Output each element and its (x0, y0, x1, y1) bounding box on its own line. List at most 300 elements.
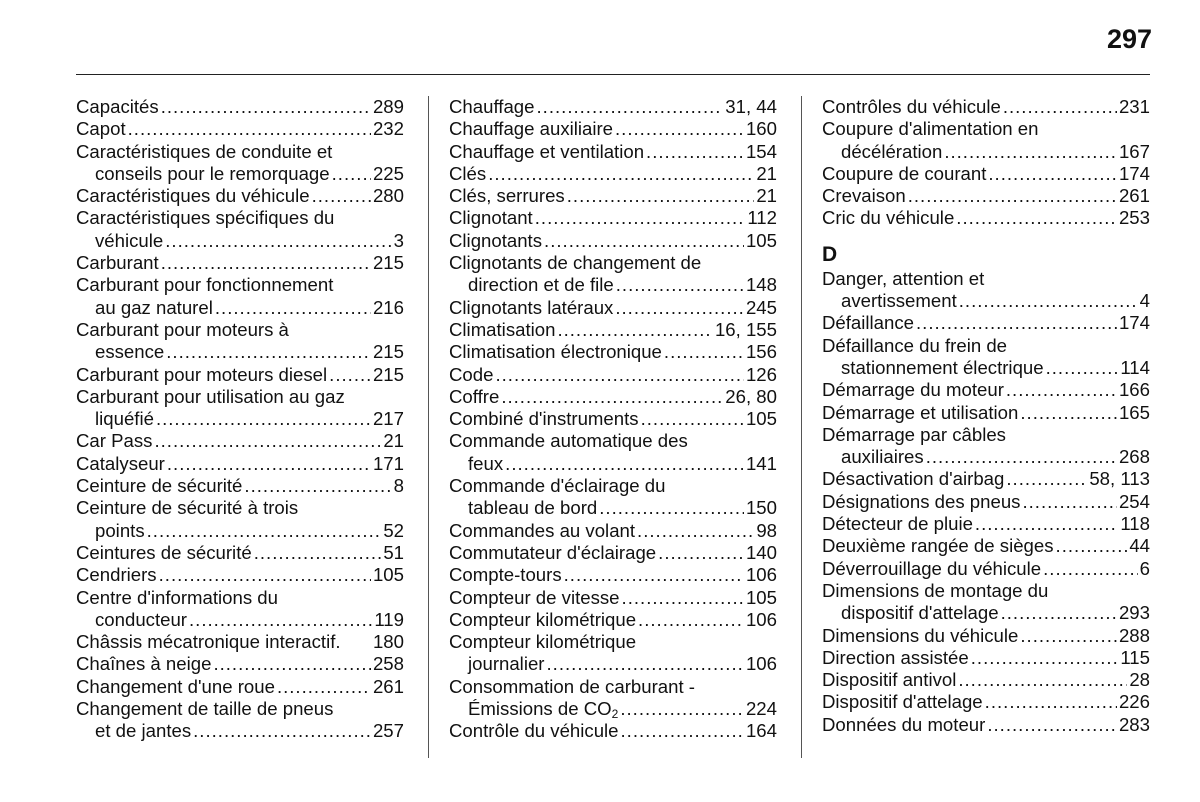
index-entry-line (76, 698, 404, 720)
leader-dots (154, 430, 381, 452)
index-term: Carburant pour moteurs diesel (76, 363, 328, 385)
index-term: Caractéristiques du véhicule (76, 185, 310, 207)
index-entry (822, 691, 1150, 713)
index-term: conducteur (95, 608, 187, 630)
index-entry-line (76, 207, 404, 229)
page-reference[interactable]: 280 (372, 185, 404, 207)
index-entry (449, 587, 777, 609)
index-entry-line (822, 513, 1150, 535)
index-entry-continuation (76, 230, 404, 252)
index-entry-line (449, 252, 777, 274)
index-term: Carburant pour fonctionnement (76, 274, 334, 296)
index-entry-line (822, 185, 1150, 207)
page-reference[interactable]: 6 (1139, 557, 1150, 579)
index-term: Capot (76, 118, 126, 140)
index-entry-line (822, 268, 1150, 290)
leader-dots (620, 698, 744, 720)
page-reference[interactable]: 150 (745, 497, 777, 519)
index-term: Catalyseur (76, 452, 165, 474)
page-reference[interactable]: 119 (374, 608, 404, 630)
index-entry (822, 535, 1150, 557)
page-reference[interactable]: 118 (1120, 513, 1150, 535)
index-term: direction et de file (468, 274, 614, 296)
index-term: Climatisation électronique (449, 341, 662, 363)
page-reference[interactable]: 261 (1118, 185, 1150, 207)
leader-dots (615, 118, 744, 140)
index-entry-line (449, 475, 777, 497)
index-entry (76, 676, 404, 698)
index-term: Détecteur de pluie (822, 513, 973, 535)
index-term: Compteur kilométrique (449, 631, 637, 653)
index-term: dispositif d'attelage (841, 602, 999, 624)
index-entry-line (76, 430, 404, 452)
page-reference[interactable]: 126 (745, 363, 777, 385)
index-entry-line (76, 453, 404, 475)
index-entry (822, 625, 1150, 647)
index-entry-line (76, 141, 404, 163)
page-reference[interactable]: 58, 113 (1089, 468, 1150, 490)
page-reference[interactable]: 105 (745, 229, 777, 251)
index-entry-continuation (76, 609, 404, 631)
index-term: stationnement électrique (841, 356, 1044, 378)
index-term: Centre d'informations du (76, 586, 278, 608)
index-entry (822, 714, 1150, 736)
page-reference[interactable]: 165 (1118, 401, 1150, 423)
leader-dots (495, 364, 744, 386)
index-entry-line (76, 564, 404, 586)
page-reference[interactable]: 217 (372, 408, 404, 430)
page-reference[interactable]: 4 (1139, 290, 1150, 312)
leader-dots (664, 341, 744, 363)
index-entry-line (822, 491, 1150, 513)
page-reference[interactable]: 245 (745, 296, 777, 318)
leader-dots (944, 141, 1117, 163)
index-term: Chauffage et ventilation (449, 140, 645, 162)
index-entry-continuation (76, 163, 404, 185)
index-term: Changement d'une roue (76, 675, 275, 697)
page-reference[interactable]: 215 (372, 363, 404, 385)
index-term: Deuxième rangée de sièges (822, 535, 1054, 557)
index-term: Dimensions du véhicule (822, 624, 1019, 646)
leader-dots (193, 720, 371, 742)
index-entry (76, 185, 404, 207)
index-term: Châssis mécatronique interactif. (76, 631, 341, 653)
leader-dots (926, 446, 1117, 468)
leader-dots (189, 609, 372, 631)
header-rule (76, 74, 1150, 75)
page-reference[interactable]: 114 (1120, 356, 1150, 378)
index-entry (822, 185, 1150, 207)
index-entry-line (822, 424, 1150, 446)
index-term: Changement de taille de pneus (76, 698, 334, 720)
page-reference[interactable]: 289 (372, 96, 404, 117)
index-term: décélération (841, 140, 943, 162)
leader-dots (557, 319, 713, 341)
index-entry-line (449, 386, 777, 408)
index-entry-continuation (822, 602, 1150, 624)
leader-dots (971, 647, 1119, 669)
leader-dots (658, 542, 744, 564)
index-entry (449, 163, 777, 185)
index-term: Carburant pour utilisation au gaz (76, 385, 345, 407)
index-term: Commandes au volant (449, 519, 636, 541)
index-entry-continuation (449, 653, 777, 675)
page-reference[interactable]: 105 (745, 408, 777, 430)
index-entry (449, 230, 777, 252)
index-entry-line (76, 653, 404, 675)
index-entry-continuation (449, 274, 777, 296)
leader-dots (1022, 491, 1117, 513)
page-reference[interactable]: 52 (383, 519, 404, 541)
index-entry-continuation (449, 698, 777, 720)
index-term: Ceinture de sécurité à trois (76, 497, 299, 519)
section-letter: D (822, 242, 838, 266)
page-reference[interactable]: 106 (745, 564, 777, 586)
index-entry-line (822, 118, 1150, 140)
page-reference[interactable]: 171 (372, 452, 404, 474)
page-reference[interactable]: 174 (1118, 162, 1150, 184)
page-reference[interactable]: 174 (1118, 312, 1150, 334)
leader-dots (156, 408, 371, 430)
index-term: Compte-tours (449, 564, 562, 586)
index-entry (449, 118, 777, 140)
index-term: Déverrouillage du véhicule (822, 557, 1042, 579)
leader-dots (329, 364, 371, 386)
page-reference[interactable]: 112 (747, 207, 777, 229)
index-entry (449, 364, 777, 386)
leader-dots (959, 290, 1138, 312)
page-reference[interactable]: 106 (745, 608, 777, 630)
index-term: Direction assistée (822, 646, 969, 668)
index-term: Dispositif d'attelage (822, 691, 983, 713)
index-entry (822, 96, 1150, 118)
page-reference[interactable]: 105 (745, 586, 777, 608)
page-reference[interactable]: 21 (756, 185, 777, 207)
page-reference[interactable]: 288 (1118, 624, 1150, 646)
index-entry (449, 564, 777, 586)
leader-dots (908, 185, 1117, 207)
index-entry-line (822, 96, 1150, 118)
page-reference[interactable]: 140 (745, 541, 777, 563)
index-entry (449, 207, 777, 229)
leader-dots (1006, 379, 1117, 401)
page-reference[interactable]: 154 (745, 140, 777, 162)
index-entry-line (76, 497, 404, 519)
index-term: Clés, serrures (449, 185, 565, 207)
page-reference[interactable]: 31, 44 (725, 96, 777, 117)
index-term: Crevaison (822, 185, 906, 207)
page-reference[interactable]: 215 (372, 252, 404, 274)
index-term: Clignotants (449, 229, 543, 251)
index-entry-continuation (822, 141, 1150, 163)
page-reference[interactable]: 28 (1129, 669, 1150, 691)
index-entry (76, 542, 404, 564)
index-entry (822, 513, 1150, 535)
page-reference[interactable]: 224 (745, 698, 777, 720)
index-term: feux (468, 452, 504, 474)
leader-dots (536, 96, 723, 118)
leader-dots (622, 587, 744, 609)
index-entry-line (76, 252, 404, 274)
index-entry (822, 335, 1150, 380)
leader-dots (277, 676, 371, 698)
index-entry (449, 141, 777, 163)
index-term: Démarrage du moteur (822, 379, 1004, 401)
index-term: journalier (468, 653, 545, 675)
index-entry-line (76, 631, 404, 653)
leader-dots (159, 564, 371, 586)
leader-dots (546, 653, 743, 675)
index-term: Clés (449, 162, 487, 184)
page-reference[interactable]: 231 (1118, 96, 1150, 117)
index-entry (449, 542, 777, 564)
index-entry-continuation (822, 357, 1150, 379)
index-entry (76, 475, 404, 497)
leader-dots (975, 513, 1118, 535)
leader-dots (616, 274, 744, 296)
index-term: Carburant pour moteurs à (76, 318, 289, 340)
leader-dots (638, 609, 744, 631)
leader-dots (564, 564, 744, 586)
leader-dots (1006, 468, 1087, 490)
index-entry-line (822, 714, 1150, 736)
page-reference[interactable]: 216 (372, 296, 404, 318)
index-entry-line (822, 312, 1150, 334)
index-term: Cendriers (76, 564, 157, 586)
index-term: Combiné d'instruments (449, 408, 639, 430)
index-entry (822, 558, 1150, 580)
index-entry-line (449, 207, 777, 229)
index-term: Dimensions de montage du (822, 579, 1049, 601)
index-term: liquéfié (95, 408, 154, 430)
index-term: Caractéristiques spécifiques du (76, 207, 335, 229)
leader-dots (215, 297, 371, 319)
leader-dots (1020, 625, 1117, 647)
leader-dots (567, 185, 755, 207)
index-entry-line (449, 185, 777, 207)
page-reference[interactable]: 115 (1120, 646, 1150, 668)
index-entry-line (76, 118, 404, 140)
index-term: Désactivation d'airbag (822, 468, 1005, 490)
index-entry-line (822, 558, 1150, 580)
page-reference[interactable]: 283 (1118, 713, 1150, 735)
leader-dots (1056, 535, 1128, 557)
index-entry (76, 453, 404, 475)
page-reference[interactable]: 44 (1129, 535, 1150, 557)
index-term: auxiliaires (841, 446, 924, 468)
index-term: Démarrage et utilisation (822, 401, 1019, 423)
index-entry (449, 520, 777, 542)
index-term: Climatisation (449, 318, 556, 340)
index-term: Désignations des pneus (822, 490, 1021, 512)
index-entry-continuation (449, 497, 777, 519)
index-entry-line (449, 319, 777, 341)
index-term: Compteur de vitesse (449, 586, 620, 608)
page-reference[interactable]: 166 (1118, 379, 1150, 401)
leader-dots (166, 341, 371, 363)
index-entry (822, 424, 1150, 469)
index-entry (76, 274, 404, 319)
index-term: Clignotants latéraux (449, 296, 614, 318)
index-entry (822, 379, 1150, 401)
index-entry-line (449, 587, 777, 609)
page-reference[interactable]: 225 (372, 162, 404, 184)
index-entry (822, 468, 1150, 490)
page-reference[interactable]: 156 (745, 341, 777, 363)
index-term: Clignotant (449, 207, 533, 229)
index-entry-continuation (76, 408, 404, 430)
index-entry-line (449, 118, 777, 140)
leader-dots (1020, 402, 1117, 424)
leader-dots (488, 163, 754, 185)
index-entry-line (822, 669, 1150, 691)
index-entry-line (449, 96, 777, 118)
index-term: Caractéristiques de conduite et (76, 140, 333, 162)
page-reference[interactable]: 141 (745, 452, 777, 474)
page-reference[interactable]: 21 (383, 430, 404, 452)
index-entry-line (449, 564, 777, 586)
leader-dots (332, 163, 371, 185)
index-entry-line (822, 207, 1150, 229)
leader-dots (621, 720, 744, 742)
page-reference[interactable]: 232 (372, 118, 404, 140)
leader-dots (1046, 357, 1119, 379)
leader-dots (1001, 602, 1117, 624)
page-reference[interactable]: 180 (372, 631, 404, 653)
page-reference[interactable]: 253 (1118, 207, 1150, 229)
page-reference[interactable]: 26, 80 (725, 385, 777, 407)
page-reference[interactable]: 3 (393, 229, 404, 251)
index-term: essence (95, 341, 165, 363)
page-reference[interactable]: 148 (745, 274, 777, 296)
index-entry-continuation (76, 520, 404, 542)
leader-dots (544, 230, 744, 252)
index-entry-line (822, 647, 1150, 669)
index-entry (449, 430, 777, 475)
index-entry-line (76, 274, 404, 296)
page-reference[interactable]: 51 (383, 541, 404, 563)
index-entry-line (822, 535, 1150, 557)
page-reference[interactable]: 106 (745, 653, 777, 675)
index-entry-line (822, 402, 1150, 424)
page-reference[interactable]: 164 (745, 720, 777, 742)
index-term: et de jantes (95, 720, 192, 742)
page-reference[interactable]: 160 (745, 118, 777, 140)
index-entry-continuation (76, 297, 404, 319)
subscript: 2 (611, 707, 619, 722)
index-term: Consommation de carburant - (449, 675, 695, 697)
index-term: Clignotants de changement de (449, 252, 702, 274)
index-entry-line (822, 468, 1150, 490)
index-term: Car Pass (76, 430, 153, 452)
index-term: Danger, attention et (822, 267, 985, 289)
page-reference[interactable]: 8 (393, 475, 404, 497)
index-entry-line (449, 230, 777, 252)
index-term: Coupure de courant (822, 162, 987, 184)
page-reference[interactable]: 98 (756, 519, 777, 541)
page-number: 297 (1106, 24, 1152, 54)
index-entry (822, 669, 1150, 691)
index-term: Dispositif antivol (822, 669, 957, 691)
leader-dots (501, 386, 723, 408)
index-entry-line (76, 185, 404, 207)
leader-dots (985, 691, 1117, 713)
index-term: Chauffage auxiliaire (449, 118, 614, 140)
index-term: Défaillance du frein de (822, 334, 1008, 356)
index-term: tableau de bord (468, 497, 598, 519)
index-entry (76, 118, 404, 140)
index-entry (76, 653, 404, 675)
page-reference[interactable]: 105 (372, 564, 404, 586)
index-entry-line (76, 587, 404, 609)
leader-dots (161, 96, 371, 118)
page-reference[interactable]: 16, 155 (714, 318, 777, 340)
index-entry (822, 207, 1150, 229)
page-reference[interactable]: 257 (372, 720, 404, 742)
index-entry (449, 341, 777, 363)
index-entry-line (822, 379, 1150, 401)
index-entry (76, 386, 404, 431)
index-term: au gaz naturel (95, 296, 213, 318)
index-entry-line (449, 408, 777, 430)
index-entry (76, 698, 404, 743)
index-entry (76, 564, 404, 586)
index-entry (76, 587, 404, 632)
index-entry-continuation (822, 446, 1150, 468)
index-entry-line (76, 386, 404, 408)
index-entry-continuation (822, 290, 1150, 312)
index-entry-line (76, 96, 404, 118)
index-entry (822, 647, 1150, 669)
page-reference[interactable]: 258 (372, 653, 404, 675)
index-entry (449, 319, 777, 341)
index-term: Données du moteur (822, 713, 986, 735)
leader-dots (254, 542, 382, 564)
leader-dots (1003, 96, 1117, 118)
index-entry-line (449, 520, 777, 542)
index-entry-line (449, 341, 777, 363)
index-term: Commande d'éclairage du (449, 475, 666, 497)
page-reference[interactable]: 167 (1118, 140, 1150, 162)
page-reference[interactable]: 268 (1118, 446, 1150, 468)
page-reference[interactable]: 254 (1118, 490, 1150, 512)
page-reference[interactable]: 21 (756, 162, 777, 184)
page-reference[interactable]: 293 (1118, 602, 1150, 624)
index-entry-line (449, 720, 777, 742)
index-column-1 (76, 96, 404, 743)
index-entry (76, 96, 404, 118)
index-entry-line (449, 542, 777, 564)
page-reference[interactable]: 226 (1118, 691, 1150, 713)
index-entry (822, 580, 1150, 625)
index-entry-continuation (76, 341, 404, 363)
index-entry (449, 475, 777, 520)
index-term: Carburant (76, 252, 159, 274)
index-term: Coffre (449, 385, 500, 407)
index-entry (76, 631, 404, 653)
index-entry (449, 720, 777, 742)
index-entry-line (822, 335, 1150, 357)
leader-dots (637, 520, 754, 542)
index-term: Ceinture de sécurité (76, 475, 243, 497)
page-reference[interactable]: 215 (372, 341, 404, 363)
index-entry-line (449, 676, 777, 698)
index-entry-line (822, 691, 1150, 713)
index-entry (822, 118, 1150, 163)
index-term: avertissement (841, 290, 957, 312)
index-entry (822, 268, 1150, 313)
page-reference[interactable]: 261 (372, 675, 404, 697)
